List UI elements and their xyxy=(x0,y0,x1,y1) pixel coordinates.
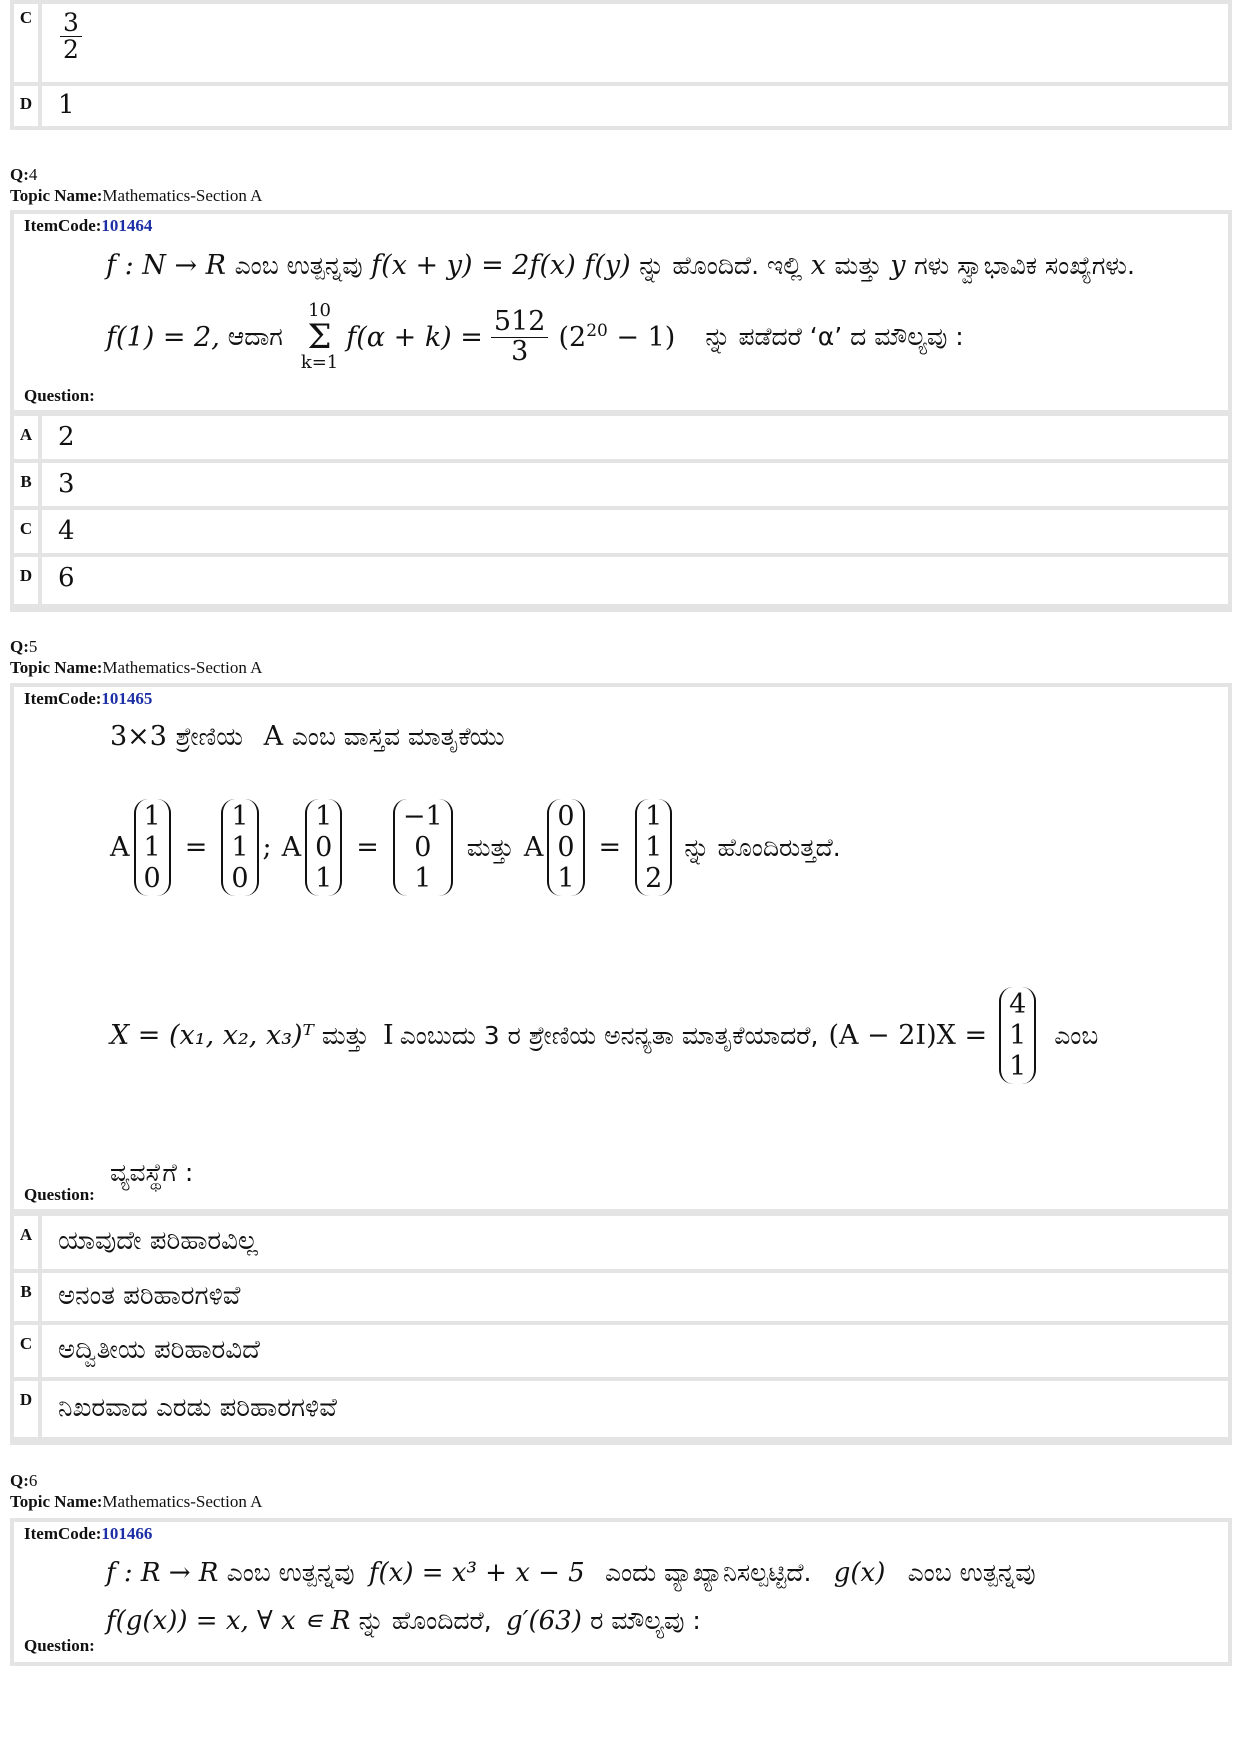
option-letter: D xyxy=(14,86,42,126)
option-value: ಅದ್ವಿತೀಯ ಪರಿಹಾರವಿದೆ xyxy=(58,1335,260,1365)
topic-name: Mathematics-Section A xyxy=(102,1492,263,1511)
option-letter: A xyxy=(14,416,42,459)
fraction-numerator: 3 xyxy=(60,10,82,37)
option-d[interactable] xyxy=(14,557,1228,604)
item-code-number: 101466 xyxy=(101,1524,153,1543)
option-value: ನಿಖರವಾದ ಎರಡು ಪರಿಹಾರಗಳಿವೆ xyxy=(58,1393,337,1423)
option-letter: D xyxy=(14,1381,42,1437)
option-letter: C xyxy=(14,4,42,82)
q4-header xyxy=(10,164,262,206)
option-letter: C xyxy=(14,1325,42,1377)
fraction: $\frac{512}{3}$ xyxy=(491,308,549,366)
q5-header: Q:5 Topic Name:Mathematics-Section A xyxy=(10,637,263,677)
summation: 10 Σ k=1 xyxy=(300,300,339,373)
option-c[interactable] xyxy=(14,1325,1228,1381)
q4-line-1: f : N → R ಎಂಬ ಉತ್ಪನ್ನವು f(x + y) = 2f(x) f(y) ನ್ನು ಹೊಂದಿದೆ. ಇಲ್ಲಿ x ಮತ್ತು y ಗಳು ಸ್ವಾಭಾವಿಕ ಸಂಖ್ಯೆಗಳು. xyxy=(106,250,1135,281)
question-label: Question: xyxy=(24,1636,95,1655)
q6-line-2: f(g(x)) = x, ∀ x ∊ R ನ್ನು ಹೊಂದಿದರೆ, g′(63) ರ ಮೌಲ್ಯವು : xyxy=(106,1606,701,1636)
option-a[interactable] xyxy=(14,1216,1228,1273)
topic-name: Mathematics-Section A xyxy=(102,658,263,677)
option-value: 6 xyxy=(58,563,75,593)
q6-line-1: f : R → R ಎಂಬ ಉತ್ಪನ್ನವು f(x) = x³ + x − 5 ಎಂದು ವ್ಯಾಖ್ಯಾನಿಸಲ್ಪಟ್ಟಿದೆ. g(x) ಎಂಬ ಉತ್ಪನ್ನವು xyxy=(106,1558,1036,1588)
option-value: 3 xyxy=(58,469,75,499)
topic-name: Mathematics-Section A xyxy=(102,186,263,205)
option-letter: D xyxy=(14,557,42,604)
item-code-number: 101465 xyxy=(101,689,153,708)
question-label: Question: xyxy=(24,1185,95,1204)
option-value: 4 xyxy=(58,516,75,546)
option-c[interactable] xyxy=(14,4,1228,86)
option-d[interactable] xyxy=(14,86,1228,126)
q4-options xyxy=(10,412,1232,612)
q-number: 4 xyxy=(28,165,38,184)
option-value: ಯಾವುದೇ ಪರಿಹಾರವಿಲ್ಲ xyxy=(58,1226,258,1256)
q6-header: Q:6 Topic Name:Mathematics-Section A xyxy=(10,1471,263,1511)
q6-question-box xyxy=(10,1518,1232,1666)
item-code-number: 101464 xyxy=(101,216,153,235)
question-label: Question: xyxy=(24,386,95,405)
topic-label: Topic Name: xyxy=(10,186,103,205)
option-value: 1 xyxy=(58,90,75,120)
q5-matrix-equations: A 1 1 0 = 1 1 0 ; A 1 0 1 = −1 0 1 ಮತ್ತು A 0 0 1 = 1 1 2 ನ್ನು ಹೊಂದಿರುತ್ತದೆ. xyxy=(110,799,841,896)
q-label: Q: xyxy=(10,165,29,184)
q4-question-box xyxy=(10,210,1232,414)
item-code: ItemCode:101465 xyxy=(24,689,153,708)
option-fraction xyxy=(60,10,82,64)
q5-system-line: X = (x₁, x₂, x₃)ᵀ ಮತ್ತು I ಎಂಬುದು 3 ರ ಶ್ರೇಣಿಯ ಅನನ್ಯತಾ ಮಾತೃಕೆಯಾದರೆ, (A − 2I)X = 4 1 1 ಎಂಬ xyxy=(110,987,1098,1084)
item-code: ItemCode:101466 xyxy=(24,1524,153,1543)
q5-line-1: 3×3 ಶ್ರೇಣಿಯ A ಎಂಬ ವಾಸ್ತವ ಮಾತೃಕೆಯು xyxy=(110,721,505,752)
option-b[interactable] xyxy=(14,463,1228,510)
q5-question-box xyxy=(10,683,1232,1213)
option-value: 2 xyxy=(58,422,75,452)
option-c[interactable] xyxy=(14,510,1228,557)
q4-line-2: f(1) = 2, ಆದಾಗ 10 Σ k=1 f(α + k) = $\frac{512}{3}$ $(2^{20} - 1)$ ನ್ನು ಪಡೆದರೆ ‘α’ ದ ಮೌಲ್ಯವು : xyxy=(106,300,964,373)
option-b[interactable] xyxy=(14,1273,1228,1325)
q-number: 6 xyxy=(28,1471,38,1490)
q3-options xyxy=(10,0,1232,130)
q5-options xyxy=(10,1212,1232,1445)
option-letter: B xyxy=(14,1273,42,1321)
option-letter: A xyxy=(14,1216,42,1269)
option-a[interactable] xyxy=(14,416,1228,463)
option-letter: C xyxy=(14,510,42,553)
q5-last-line: ವ್ಯವಸ್ಥೆಗೆ : xyxy=(110,1158,194,1187)
option-d[interactable] xyxy=(14,1381,1228,1437)
option-letter: B xyxy=(14,463,42,506)
fraction-denominator: 2 xyxy=(63,35,79,65)
item-code: ItemCode:101464 xyxy=(24,216,153,235)
option-value: ಅನಂತ ಪರಿಹಾರಗಳಿವೆ xyxy=(58,1281,241,1311)
q-number: 5 xyxy=(28,637,38,656)
